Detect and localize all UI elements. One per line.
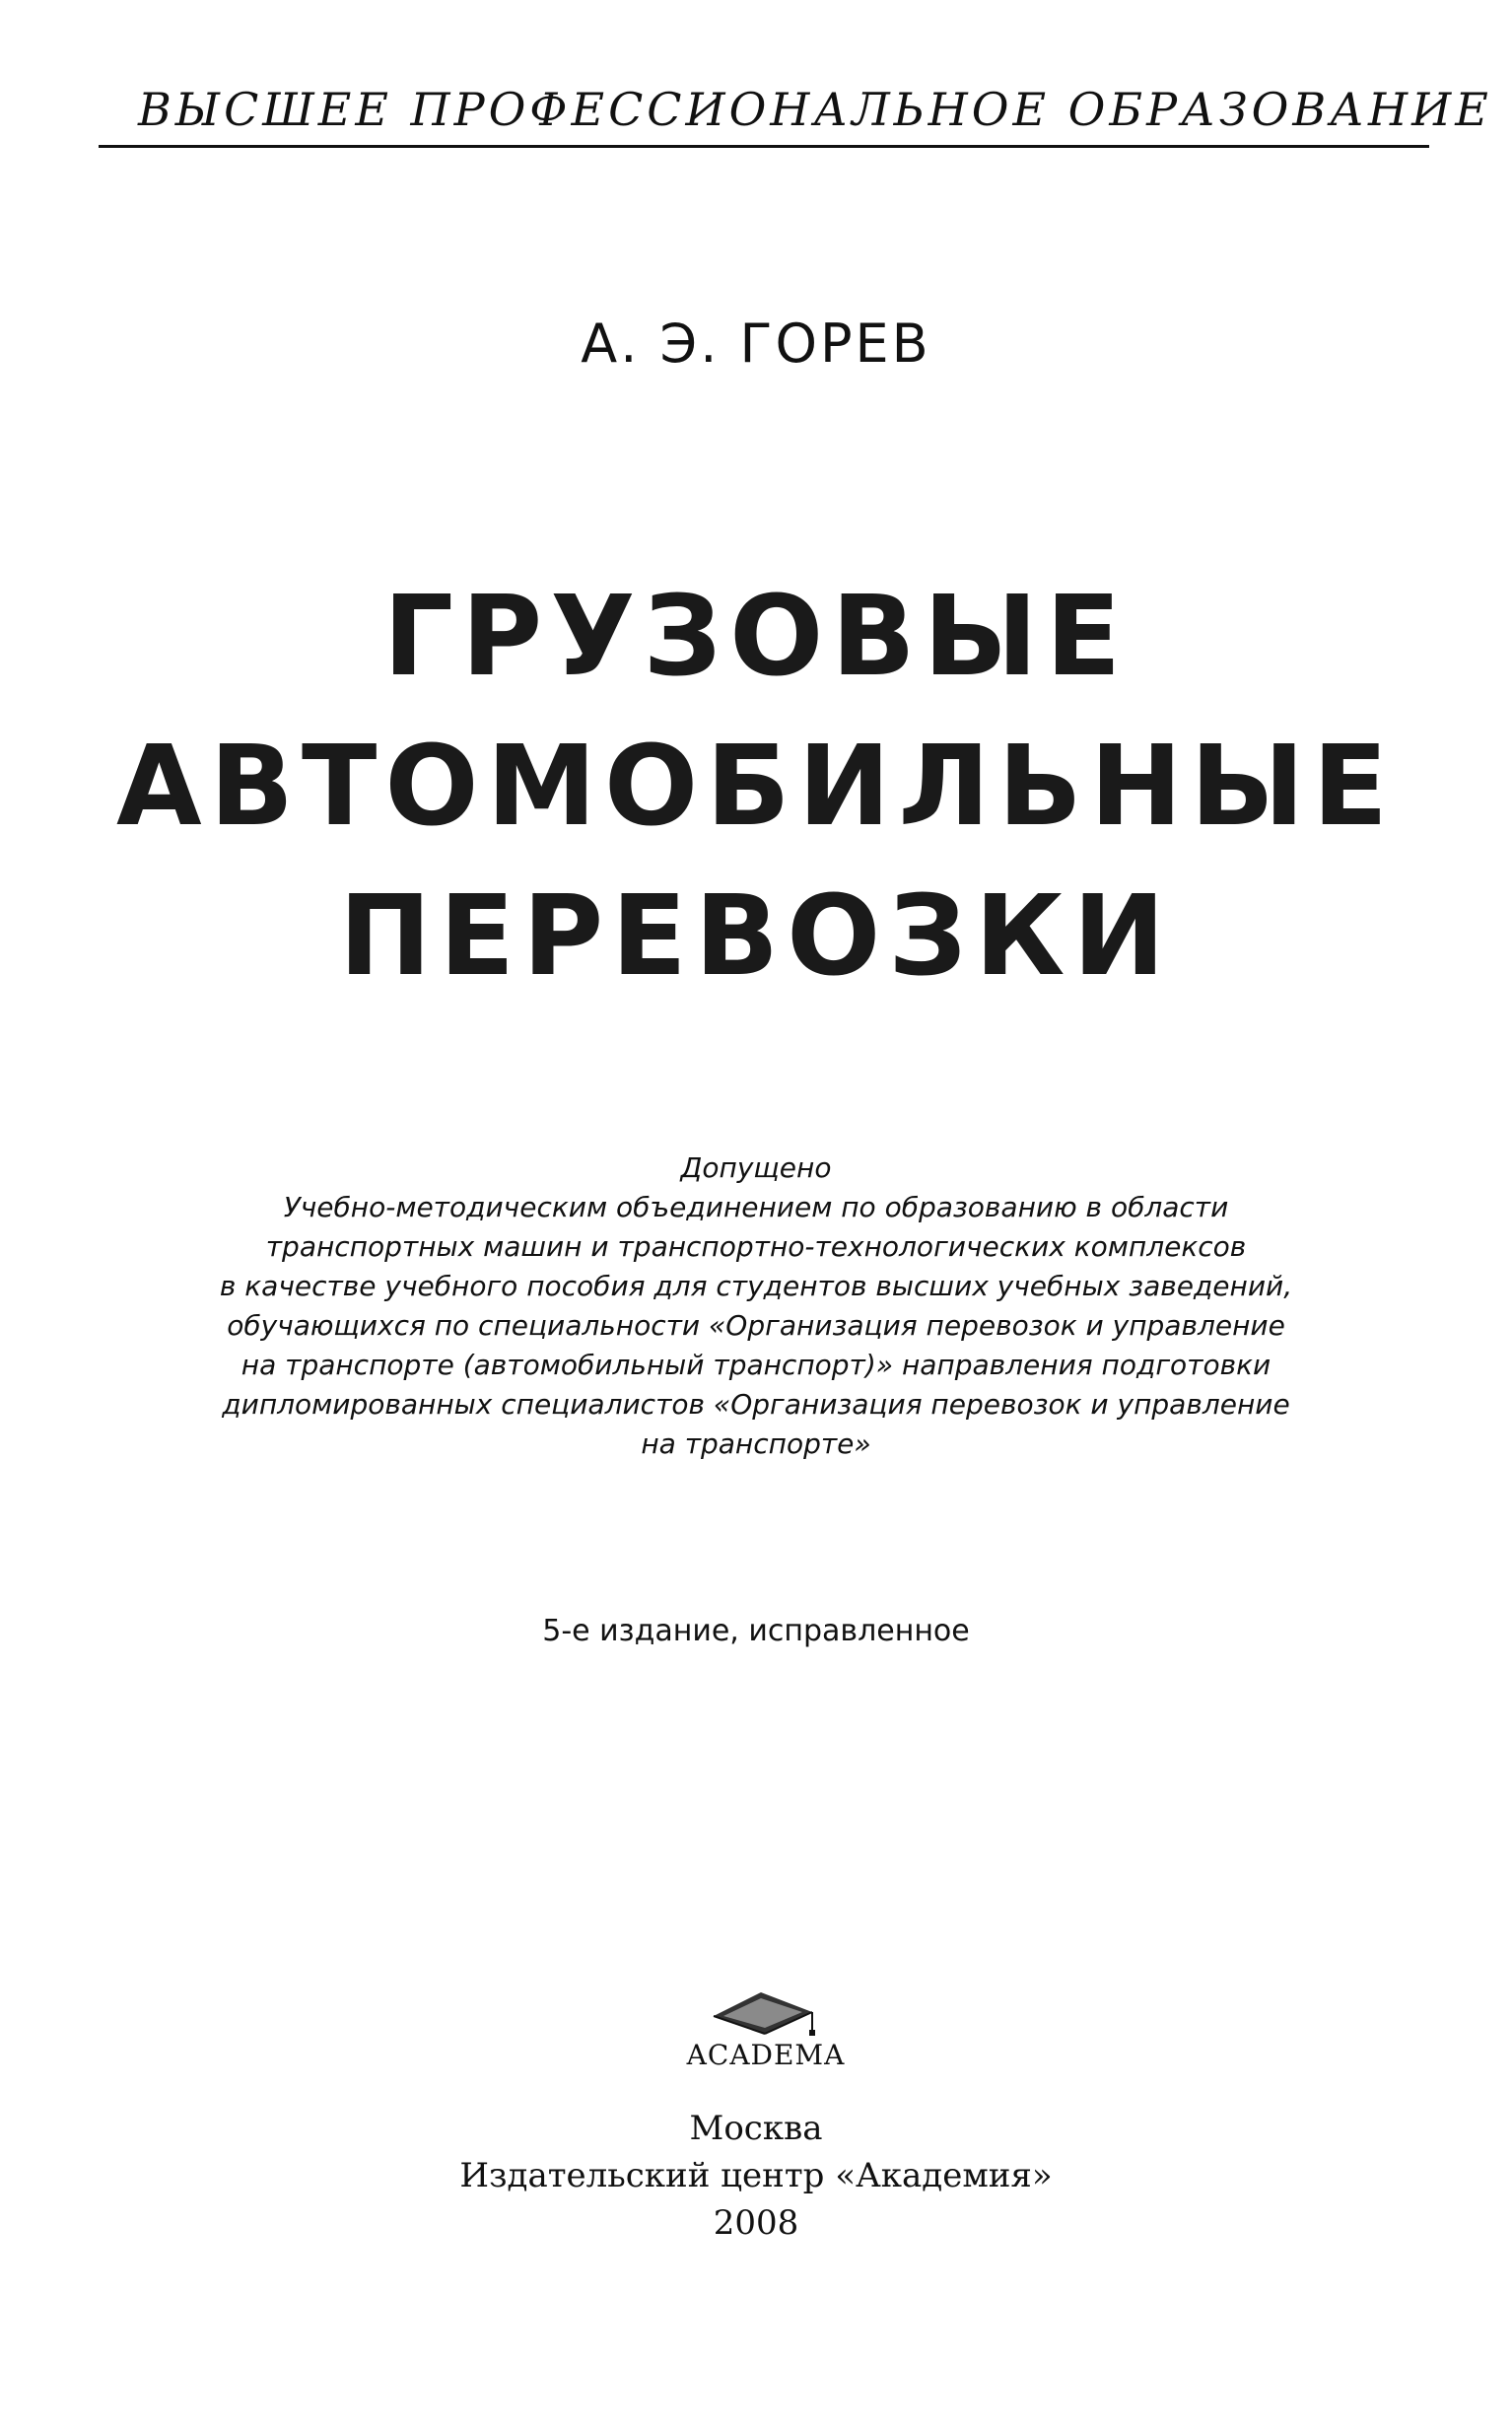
imprint xyxy=(0,2105,1512,2247)
book-title xyxy=(0,562,1512,1011)
approval-line-3: транспортных машин и транспортно-технологических комплексов xyxy=(265,1230,1247,1263)
book-title-line-2: АВТОМОБИЛЬНЫЕ xyxy=(115,723,1397,851)
approval-line-1: Допущено xyxy=(680,1151,832,1184)
book-title-line-1: ГРУЗОВЫЕ xyxy=(382,573,1130,701)
imprint-year: 2008 xyxy=(713,2203,799,2243)
publisher-logo-text: ACADEMA xyxy=(686,2039,846,2071)
series-title: ВЫСШЕЕ ПРОФЕССИОНАЛЬНОЕ ОБРАЗОВАНИЕ xyxy=(138,83,1492,136)
edition-note: 5-е издание, исправленное xyxy=(542,1614,970,1648)
series-underline xyxy=(99,145,1429,148)
publisher-logo xyxy=(682,1986,850,2085)
approval-line-2: Учебно-методическим объединением по образованию в области xyxy=(283,1191,1229,1223)
imprint-publisher: Издательский центр «Академия» xyxy=(459,2156,1053,2195)
book-title-line-3: ПЕРЕВОЗКИ xyxy=(338,872,1174,1001)
imprint-city: Москва xyxy=(689,2109,823,2148)
approval-line-5: обучающихся по специальности «Организация перевозок и управление xyxy=(227,1309,1285,1342)
author-name: А. Э. ГОРЕВ xyxy=(581,313,931,375)
approval-line-6: на транспорте (автомобильный транспорт)» направления подготовки xyxy=(241,1349,1271,1381)
approval-line-4: в качестве учебного пособия для студентов высших учебных заведений, xyxy=(219,1270,1293,1302)
academic-cap-icon xyxy=(704,1986,822,2038)
approval-line-7: дипломированных специалистов «Организация перевозок и управление xyxy=(222,1388,1290,1421)
approval-line-8: на транспорте» xyxy=(641,1427,871,1460)
approval-statement xyxy=(138,1148,1374,1464)
